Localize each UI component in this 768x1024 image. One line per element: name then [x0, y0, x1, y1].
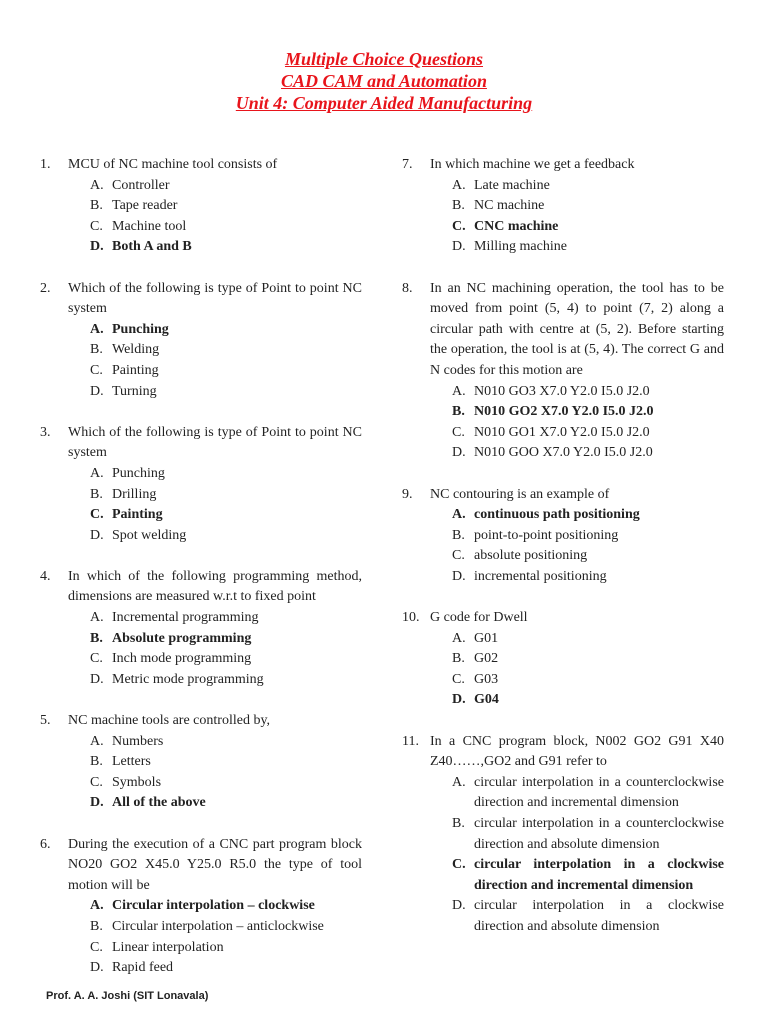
question-text: Which of the following is type of Point to point NC system: [68, 280, 362, 317]
question-number: 6.: [40, 836, 51, 852]
option-item: [430, 237, 724, 258]
option-item: [430, 896, 724, 937]
option-item: [68, 361, 362, 382]
option-text: circular interpolation in a clockwise direction and absolute dimension: [474, 898, 724, 934]
option-text: Machine tool: [112, 218, 187, 234]
option-letter: A.: [90, 733, 104, 749]
option-letter: B.: [452, 651, 465, 667]
option-item-correct: [68, 505, 362, 526]
option-letter: A.: [452, 774, 466, 790]
option-text: Inch mode programming: [112, 651, 252, 667]
option-text: continuous path positioning: [474, 507, 640, 523]
option-letter: B.: [90, 918, 103, 934]
option-item: [68, 732, 362, 753]
option-letter: A.: [90, 321, 104, 337]
option-text: Milling machine: [474, 239, 567, 255]
question-number: 1.: [40, 157, 51, 172]
option-item: [430, 443, 724, 464]
option-text: Turning: [112, 383, 157, 399]
option-text: Tape reader: [112, 198, 178, 214]
option-item: [68, 917, 362, 938]
question-text: MCU of NC machine tool consists of: [68, 157, 278, 172]
option-letter: D.: [90, 795, 104, 811]
option-text: circular interpolation in a clockwise direction and incremental dimension: [474, 857, 724, 893]
question-number: 5.: [40, 713, 51, 729]
option-letter: B.: [90, 342, 103, 358]
option-letter: C.: [90, 507, 104, 523]
option-item-correct: [430, 505, 724, 526]
option-text: Linear interpolation: [112, 939, 224, 955]
question-number: 11.: [402, 733, 419, 749]
option-letter: B.: [90, 630, 103, 646]
option-item: [430, 629, 724, 650]
question-item: [40, 567, 362, 691]
header-unit: Unit 4: Computer Aided Manufacturing: [235, 93, 533, 113]
option-text: incremental positioning: [474, 568, 607, 584]
question-item: [402, 155, 724, 258]
right-column: [402, 155, 724, 958]
question-number: 8.: [402, 280, 413, 296]
option-text: G03: [474, 671, 499, 687]
option-text: circular interpolation in a counterclockwise direction and absolute dimension: [474, 816, 724, 852]
option-letter: C.: [452, 218, 466, 234]
option-text: absolute positioning: [474, 548, 588, 564]
option-letter: A.: [452, 630, 466, 646]
option-text: point-to-point positioning: [474, 527, 619, 543]
option-item: [68, 485, 362, 506]
option-item-correct: [68, 629, 362, 650]
question-text: G code for Dwell: [430, 610, 528, 626]
option-item: [430, 670, 724, 691]
option-text: CNC machine: [474, 218, 559, 234]
option-text: N010 GO1 X7.0 Y2.0 I5.0 J2.0: [474, 424, 650, 440]
option-item: [68, 526, 362, 547]
left-column: [40, 155, 362, 999]
option-text: Punching: [112, 465, 165, 481]
option-item: [430, 567, 724, 588]
option-text: Circular interpolation – anticlockwise: [112, 918, 324, 934]
option-letter: B.: [90, 198, 103, 214]
option-item-correct: [430, 855, 724, 896]
question-text: NC contouring is an example of: [430, 486, 610, 502]
footer-author: Prof. A. A. Joshi (SIT Lonavala): [46, 990, 209, 1002]
option-letter: C.: [90, 939, 103, 955]
header-title: Multiple Choice Questions: [284, 49, 484, 69]
option-text: G01: [474, 630, 499, 646]
option-text: G02: [474, 651, 499, 667]
question-item: [402, 732, 724, 938]
option-letter: B.: [452, 816, 465, 831]
option-item-correct: [430, 690, 724, 711]
option-letter: D.: [452, 692, 466, 708]
option-text: All of the above: [112, 795, 206, 811]
option-text: N010 GO2 X7.0 Y2.0 I5.0 J2.0: [474, 404, 654, 420]
question-item: [40, 711, 362, 814]
document-header: [0, 48, 768, 114]
option-item: [430, 526, 724, 547]
option-item: [68, 670, 362, 691]
question-text: NC machine tools are controlled by,: [68, 713, 271, 729]
option-text: circular interpolation in a counterclockwise direction and incremental dimension: [474, 774, 724, 811]
option-item: [430, 176, 724, 197]
question-number: 10.: [402, 610, 420, 626]
option-text: Punching: [112, 321, 169, 337]
option-text: Drilling: [112, 486, 157, 502]
option-letter: C.: [452, 424, 465, 440]
option-text: Both A and B: [112, 239, 192, 255]
option-letter: A.: [90, 610, 104, 626]
question-text: In which of the following programming method, dimensions are measured w.r.t to fixed point: [68, 568, 362, 605]
option-text: Late machine: [474, 177, 550, 193]
option-text: Incremental programming: [112, 610, 259, 626]
option-item-correct: [68, 237, 362, 258]
question-text: In a CNC program block, N002 GO2 G91 X40 Z40……,GO2 and G91 refer to: [430, 733, 724, 770]
option-item-correct: [430, 402, 724, 423]
question-item: [40, 835, 362, 979]
option-text: Painting: [112, 362, 159, 378]
option-item: [430, 423, 724, 444]
option-letter: C.: [90, 651, 103, 667]
option-text: Symbols: [112, 774, 162, 790]
option-letter: A.: [90, 177, 104, 193]
option-letter: D.: [452, 898, 466, 914]
question-number: 2.: [40, 280, 51, 296]
option-text: Metric mode programming: [112, 671, 264, 687]
option-item-correct: [68, 793, 362, 814]
option-letter: A.: [452, 507, 466, 523]
option-letter: A.: [90, 898, 104, 914]
option-text: Numbers: [112, 733, 164, 749]
option-text: Controller: [112, 177, 170, 193]
question-number: 9.: [402, 486, 413, 502]
option-letter: C.: [452, 671, 465, 687]
option-item: [430, 814, 724, 855]
option-letter: D.: [90, 383, 104, 399]
option-letter: A.: [452, 383, 466, 399]
option-text: Welding: [112, 342, 160, 358]
option-item: [68, 938, 362, 959]
option-letter: C.: [90, 774, 103, 790]
option-letter: D.: [452, 445, 466, 461]
question-number: 3.: [40, 424, 51, 440]
question-item: [402, 485, 724, 588]
option-item: [68, 773, 362, 794]
option-text: Rapid feed: [112, 960, 174, 976]
option-text: Absolute programming: [112, 630, 252, 646]
option-letter: A.: [452, 177, 466, 193]
question-item: [40, 155, 362, 258]
option-letter: C.: [90, 362, 103, 378]
question-item: [402, 608, 724, 711]
question-number: 4.: [40, 568, 51, 584]
header-subject: CAD CAM and Automation: [281, 71, 487, 91]
option-text: NC machine: [474, 198, 545, 214]
option-letter: D.: [90, 671, 104, 687]
option-item: [430, 196, 724, 217]
option-letter: B.: [90, 754, 103, 770]
question-text: In an NC machining operation, the tool has to be moved from point (5, 4) to point (7, 2) along a circular path with centre at (5, 2). Before starting the operation, the tool is at (5, 4). The correct G and N codes for this motion are: [430, 280, 724, 378]
question-item: [402, 279, 724, 464]
option-item: [68, 176, 362, 197]
question-text: During the execution of a CNC part program block NO20 GO2 X45.0 Y25.0 R5.0 the type of tool motion will be: [68, 836, 362, 893]
option-text: Painting: [112, 507, 163, 523]
option-text: N010 GO3 X7.0 Y2.0 I5.0 J2.0: [474, 383, 650, 399]
option-letter: B.: [452, 198, 465, 214]
option-item-correct: [68, 320, 362, 341]
option-letter: C.: [90, 218, 103, 234]
option-item: [68, 340, 362, 361]
option-item: [430, 382, 724, 403]
option-item: [430, 773, 724, 814]
option-letter: C.: [452, 857, 466, 873]
option-letter: D.: [452, 239, 466, 255]
option-text: Spot welding: [112, 527, 187, 543]
question-item: [40, 423, 362, 547]
question-number: 7.: [402, 157, 413, 172]
option-item: [68, 464, 362, 485]
option-item: [68, 196, 362, 217]
option-item-correct: [68, 896, 362, 917]
option-letter: D.: [90, 527, 104, 543]
option-item: [68, 958, 362, 979]
option-text: N010 GOO X7.0 Y2.0 I5.0 J2.0: [474, 445, 653, 461]
option-item: [68, 649, 362, 670]
option-letter: D.: [452, 568, 466, 584]
option-item: [68, 608, 362, 629]
option-letter: A.: [90, 465, 104, 481]
option-text: G04: [474, 692, 499, 708]
option-item: [430, 649, 724, 670]
option-item: [68, 382, 362, 403]
question-text: Which of the following is type of Point to point NC system: [68, 424, 362, 461]
option-letter: B.: [90, 486, 103, 502]
option-item: [68, 217, 362, 238]
option-item: [430, 546, 724, 567]
option-letter: B.: [452, 404, 465, 420]
option-text: Circular interpolation – clockwise: [112, 898, 315, 914]
option-item: [68, 752, 362, 773]
question-item: [40, 279, 362, 403]
option-letter: D.: [90, 239, 104, 255]
option-letter: B.: [452, 527, 465, 543]
option-letter: D.: [90, 960, 104, 976]
question-text: In which machine we get a feedback: [430, 157, 635, 172]
option-item-correct: [430, 217, 724, 238]
option-letter: C.: [452, 548, 465, 564]
option-text: Letters: [112, 754, 151, 770]
